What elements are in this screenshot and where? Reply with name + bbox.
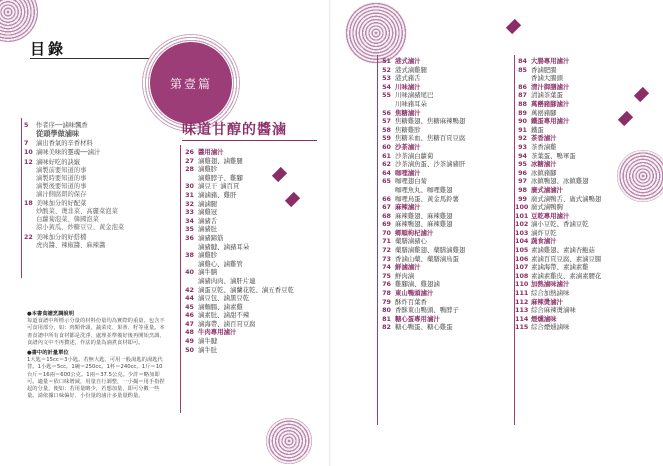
page-number [182,243,198,252]
toc-entry [379,212,513,221]
notes [27,308,167,400]
toc-entry [379,66,513,75]
toc-entry [515,177,649,186]
page-number: 70 [382,228,391,237]
entry-text: 滷滷腿 [198,199,218,208]
toc-entry [515,263,649,272]
intro-sub-entry: 滷製前要知道的事 [36,166,87,174]
page-number: 100 [515,203,529,212]
toc-category [515,117,649,126]
entry-text: 滷牛肚 [198,345,218,354]
toc-entry [515,195,649,204]
toc-entry [379,100,513,109]
page-number: 103 [515,228,529,237]
page-number: 49 [185,337,194,346]
decorative-circle [266,418,312,464]
entry-text: 滷雞心、滷雞管 [198,259,243,268]
entry-text: 滷炸豆乾 [531,228,557,237]
page-number: 93 [518,142,527,151]
toc-entry [515,152,649,161]
page-number: 28 [185,165,194,174]
page-number: 40 [185,268,194,277]
entry-text: 滷豬腱、滷豬耳朵 [198,242,250,251]
entry-text: 萬巒豬腳滷汁 [531,99,570,108]
entry-text: 川味滷汁 [395,82,421,91]
toc-entry [182,165,322,174]
toc-category [379,289,513,298]
entry-text: 鮮肉滷 [395,271,415,280]
toc-entry [515,289,649,298]
entry-text: 煙燻滷味 [531,314,557,323]
intro-sub-entry: 涼小黃瓜、炒糖豆豆、黃金泡菜 [36,224,125,231]
toc-category [515,237,649,246]
entry-text: 滷百頁 [220,182,240,191]
toc-entry [379,177,513,186]
intro-highlight: 從頭學做滷味 [36,129,80,138]
toc-entry [379,117,513,126]
entry-text: 滷小豆乾、香滷豆乾 [531,220,589,229]
notes-heading: ●書中的計量單位 [27,350,69,357]
page-number: 62 [382,160,391,169]
toc-entry [182,311,322,320]
page-number: 38 [185,251,194,260]
entry-text: 香滷山藥、藥膳滷鳥蛋 [395,254,459,263]
page-number: 35 [185,225,194,234]
entry-text: 清汁御膳滷汁 [531,82,570,91]
page-number: 46 [185,311,194,320]
toc-category [379,263,513,272]
page-number: 92 [518,134,527,143]
toc-list-left [182,148,322,354]
entry-text: 咖哩鳥蛋、黃金馬鈴薯 [395,194,459,203]
page-number: 56 [382,108,391,117]
entry-text: 滷海帶、滷百頁豆腐 [198,319,256,328]
page-number: 80 [382,306,391,315]
entry-text: 鄉順枸杞滷汁 [395,228,434,237]
entry-text: 麻辣燙滷汁 [531,297,563,306]
page-number: 33 [185,208,194,217]
page-number: 111 [515,289,529,298]
toc-entry [182,225,322,234]
entry-text: 茶香滷雞 [531,142,557,151]
page-number: 102 [515,220,529,229]
page-number: 76 [382,280,391,289]
page-number: 114 [515,314,529,323]
page-number: 106 [515,254,529,263]
toc-entry [379,246,513,255]
entry-text: 川味豬耳朵 [395,99,427,108]
intro-sub-entry: 虎肉醬、辣椒醬、麻辣醬 [36,241,106,249]
page-number [515,74,531,83]
page-number: 47 [185,319,194,328]
page-number: 78 [382,289,391,298]
entry-text: 滷雞翅、滷雞腿 [198,156,243,165]
toc-entry [379,74,513,83]
toc-entry [379,195,513,204]
toc-category [515,298,649,307]
entry-text: 川味滷豬尾巴 [395,91,434,100]
entry-text: 素滷海帶、素滷素雞 [531,263,589,272]
toc-entry [182,208,322,217]
entry-text: 焦糖滷汁 [395,108,421,117]
toc-category [379,203,513,212]
page-number: 69 [382,220,391,229]
page-number: 101 [515,211,529,220]
toc-entry [182,157,322,166]
page-number: 86 [518,82,527,91]
toc-category [515,100,649,109]
intro-entry [24,234,159,250]
toc-entry [182,191,322,200]
page-number: 68 [382,211,391,220]
toc-entry [182,182,322,191]
entry-text: 滷雞冠 [198,208,218,217]
page-number: 84 [518,57,527,65]
page-number: 36 [185,233,194,242]
intro-sub-entry: 滷汁側腐朗的保存 [36,190,87,198]
entry-text: 冰糖滷汁 [531,160,557,169]
toc-entry [379,220,513,229]
page-number: 58 [382,125,391,134]
page-number: 60 [382,142,391,151]
toc-entry [182,277,322,286]
entry-text: 綜合麻辣燙滷味 [531,306,576,315]
diamond-icon [506,19,521,34]
toc-category [182,148,322,157]
page-number: 79 [382,297,391,306]
toc-entry [182,243,322,252]
entry-text: 港式滷雞腿 [395,65,427,74]
toc-entry [379,186,513,195]
page-number: 45 [185,302,194,311]
entry-text: 滷豆干 [198,182,218,191]
entry-text: 藥膳滷雞翅、藥膳滷雞翅 [395,246,466,255]
toc-entry [182,268,322,277]
entry-text: 清滷茶葉蛋 [531,91,563,100]
toc-entry [182,286,322,295]
entry-text: 沙茶滷汁 [395,142,421,151]
page-number: 90 [518,117,527,126]
entry-text: 滷雞胗 [198,251,218,260]
page-number: 54 [382,82,391,91]
page-number: 95 [518,160,527,169]
toc-entry [515,255,649,264]
toc-category [182,328,322,337]
page-number: 18 [24,200,33,207]
entry-text: 糖心鴨蛋、糖心雞蛋 [395,323,453,332]
toc-category [515,160,649,169]
entry-text: 美味加分的好配菜 [36,200,87,207]
toc-entry [515,66,649,75]
page-number: 42 [185,285,194,294]
page-number: 75 [382,271,391,280]
page-number: 98 [518,185,527,194]
entry-text: 豆乾專用滷汁 [531,211,570,220]
entry-text: 糖心蛋專用滷汁 [395,314,440,323]
entry-text: 藥膳滷豬心 [395,237,427,246]
toc-entry [379,91,513,100]
toc-entry [182,200,322,209]
entry-text: 綜合加熱滷味 [531,289,570,298]
page-number: 99 [518,194,527,203]
page-number: 7 [24,139,29,147]
intro-entry [24,122,159,138]
toc-entry [515,246,649,255]
toc-category [515,186,649,195]
decorative-circle [0,0,38,42]
chapter-title: 味道甘醇的醬滷 [182,122,287,138]
toc-list-middle [379,57,513,332]
chapter-badge: 第壹篇 [150,42,232,124]
page-number: 96 [518,168,527,177]
intro-entry [24,149,159,157]
page-number [182,174,198,183]
page-number: 67 [382,203,391,212]
entry-text: 牛肉專用滷汁 [198,328,237,337]
entry-text: 滷豬蹄筋 [198,233,224,242]
intro-entry [24,140,159,148]
page-number: 89 [518,108,527,117]
entry-text: 美味加分的好搭檔 [36,233,87,241]
entry-text: 焦糖雞胗 [395,125,421,134]
page-title: 目錄 [30,40,67,58]
entry-text: 香滷大腸頭 [531,74,563,83]
toc-entry [379,280,513,289]
entry-text: 鐵蛋專用滷汁 [531,117,570,126]
entry-text: 冰鎮豬腳 [531,168,557,177]
page-number: 48 [185,328,194,337]
toc-entry [379,152,513,161]
entry-text: 香酥東山鴨頭、鴨脖子 [395,306,459,315]
toc-entry [515,203,649,212]
page-number: 105 [515,246,529,255]
notes-heading: ●本書食譜烹調說明 [27,311,74,317]
toc-entry [379,306,513,315]
page-number: 30 [185,182,194,191]
divider [180,145,181,413]
entry-text: 香滷肥腸 [531,65,557,74]
entry-text: 綜合煙燻滷味 [531,323,570,332]
toc-entry [182,234,322,243]
page-number: 81 [382,314,391,323]
entry-text: 滷素肚、滷甜不辣 [198,311,250,320]
toc-entry [515,109,649,118]
entry-text: 素滷雞翅、素滷杏鮑菇 [531,246,595,255]
page-number [182,277,198,286]
entry-text: 滷蛋豆乾、滷蘭花乾、滷五香豆乾 [198,285,294,294]
page-number: 52 [382,65,391,74]
notes-text: 每道食譜中所標示分量的材料份量均為實際的重量，包含不可食用部分，如：肉類骨頭、蔬菜皮、果蒂、籽等重量。本書食譜中所有食材都是洗淨、處理並準備好後再開始烹調，食譜內文中不再贅述，作法的量為滷煮食材即可。 [27,318,165,346]
page-number [379,186,395,195]
left-page [0,0,331,466]
entry-text: 滷味好吃的訣竅 [36,158,81,166]
entry-text: 東山鴨頭滷汁 [395,289,434,298]
entry-text: 滷雞胗 [198,165,218,174]
toc-entry [379,237,513,246]
toc-entry [182,303,322,312]
page-number: 26 [185,148,194,156]
toc-entry [515,306,649,315]
entry-text: 作者序──滷味飄香 [36,122,88,129]
toc-entry [515,74,649,83]
entry-text: 鐵蛋 [531,125,544,134]
page-number: 10 [24,149,33,156]
page-number: 97 [518,177,527,186]
page-number: 27 [185,156,194,165]
page-number: 91 [518,125,527,134]
intro-entry [24,159,159,199]
page-number: 57 [382,117,391,126]
entry-text: 滷味美味的靈魂──滷汁 [36,149,101,156]
entry-text: 沙茶滷白蘿蔔 [395,151,434,160]
toc-entry [515,143,649,152]
page-number: 72 [382,246,391,255]
page-number: 110 [515,280,529,289]
toc-entry [515,220,649,229]
page-number: 5 [24,122,29,129]
toc-entry [515,91,649,100]
entry-text: 滷豬舌 [198,216,218,225]
entry-text: 冰鎮鴨翅、冰鎮雞翅 [531,177,589,186]
page-number: 113 [515,306,529,315]
toc-category [379,143,513,152]
page-number: 88 [518,99,527,108]
entry-text: 麻辣鴨翅、麻辣雞翅 [395,220,453,229]
page-number: 71 [382,237,391,246]
toc-entry [515,323,649,332]
page-number: 61 [382,151,391,160]
decorative-circle [345,2,407,64]
page-number: 87 [518,91,527,100]
entry-text: 滷出香氣的辛香材料 [36,139,93,147]
entry-text: 素滷百頁豆腐、素滷豆腸 [531,254,602,263]
intro-sub-entry: 滷製時要知道的事 [36,174,87,182]
entry-text: 蔬食滷汁 [531,237,557,246]
intro-section [24,122,159,251]
entry-text: 滷牛腩 [198,268,218,277]
toc-entry [379,255,513,264]
entry-text: 沙茶滷魚蛋、沙茶滷豬肝 [395,160,466,169]
entry-text: 滷雞脖子、雞腳 [198,173,243,182]
page-number: 112 [515,297,529,306]
toc-entry [379,298,513,307]
page-number: 115 [515,323,529,332]
page-number: 74 [382,263,391,272]
divider [182,140,317,141]
toc-entry [182,337,322,346]
toc-category [379,57,513,66]
page-number: 65 [382,177,391,186]
entry-text: 雞腳滷、雞翅滷 [395,280,440,289]
page-number [379,100,395,109]
entry-text: 港式滷汁 [395,57,421,65]
toc-category [515,134,649,143]
entry-text: 廣式滷鴨舌、廣式滷鴨翅 [531,194,602,203]
intro-sub-entry: 滷製後要知道的事 [36,182,87,190]
page-number: 31 [185,190,194,199]
toc-category [379,109,513,118]
entry-text: 鮮滷滷汁 [395,263,421,272]
page-number: 94 [518,151,527,160]
page-number [182,260,198,269]
page-number: 73 [382,254,391,263]
entry-text: 加熱滷味滷汁 [531,280,570,289]
notes-text: 1大匙＝15cc＝3小匙。若無大匙，可用一般湯匙的湯匙代替。1小匙＝5cc。1碗＝250cc。1杯＝240cc。1斤＝10台斤＝16兩＝600公克。1兩＝37.5公克。少許＝略加即可。適量＝依口味增減，用量自行調整，一小撮＝用手指捏起的分量，便如：若用量略少，若想加量，即可分數一些量。請依據口味偏好、小份量的滷汁多量量酌量。 [27,357,165,400]
toc-entry [182,251,322,260]
intro-sub-entry: 白蘿蔔泡菜、韓國泡菜 [36,216,99,223]
divider [21,118,22,278]
entry-text: 焦糖米血、焦糖百頁豆腐 [395,134,466,143]
entry-text: 廣式滷滷汁 [531,185,563,194]
entry-text: 滷豬肚 [198,225,218,234]
entry-text: 酥炸百葉香 [395,297,427,306]
page-number: 34 [185,216,194,225]
page-number: 108 [515,271,529,280]
page-number: 59 [382,134,391,143]
entry-text: 港式豬舌 [395,74,421,83]
toc-list-right [515,57,649,332]
entry-text: 咖哩滷汁 [395,168,421,177]
toc-entry [379,323,513,332]
page-number: 22 [24,233,33,241]
entry-text: 焦糖雞翅、焦糖麻辣鴨翅 [395,117,466,126]
page-number: 44 [185,294,194,303]
right-page [331,0,663,466]
page-number: 12 [24,158,33,166]
entry-text: 滷麵腸、滷素雞 [198,302,243,311]
toc-entry [182,294,322,303]
page-number: 32 [185,199,194,208]
entry-text: 廣式滷鴨胸 [531,203,563,212]
toc-entry [182,346,322,355]
page-number: 85 [518,65,527,74]
divider [377,55,378,425]
page-number: 66 [382,194,391,203]
toc-category [515,212,649,221]
toc-entry [379,134,513,143]
entry-text: 滷滷豬、雞肝 [198,190,237,199]
entry-text: 麻辣雞翅、麻辣雞翅 [395,211,453,220]
page-number: 107 [515,263,529,272]
page-number: 50 [185,345,194,354]
entry-text: 咖哩魚丸、咖哩雞翅 [395,185,453,194]
entry-text: 茶葉蛋、鴨軍蛋 [531,151,576,160]
entry-text: 素滷素雞皮、素滷素腰花 [531,271,602,280]
entry-text: 醬用滷汁 [198,148,224,156]
page-number: 53 [382,74,391,83]
entry-text: 滷豆包、滷黑豆乾 [198,294,250,303]
entry-text: 大腸專用滷汁 [531,57,570,65]
page-number: 64 [382,168,391,177]
page-number: 104 [515,237,529,246]
intro-sub-entry: 炒酸菜、燙韭菜、高麗菜泡菜 [36,208,118,215]
page-number: 55 [382,91,391,100]
entry-text: 咖哩翅白菊 [395,177,427,186]
page-number: 82 [382,323,391,332]
toc-category [515,57,649,66]
toc-entry [379,160,513,169]
entry-text: 滷豬肉肉、滷肝片連 [198,276,256,285]
entry-text: 茶香滷汁 [531,134,557,143]
entry-text: 滷牛腱 [198,337,218,346]
intro-entry [24,200,159,232]
page-number: 51 [382,57,391,65]
toc-category [515,280,649,289]
entry-text: 萬巒豬腳 [531,108,557,117]
entry-text: 麻辣滷汁 [395,203,421,212]
